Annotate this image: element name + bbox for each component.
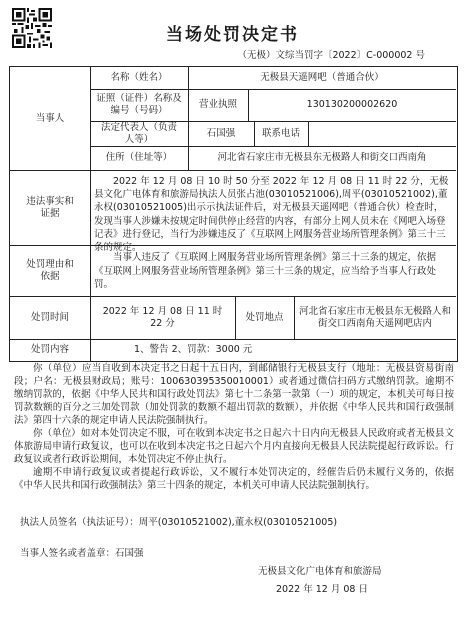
party-signature: 当事人签名或者盖章：石国强: [20, 548, 144, 559]
place-value: 河北省石家庄市无极县东无极路人和街交口西南角天遥网吧店内: [298, 305, 451, 329]
basis-text: 当事人违反了《互联网上网服务营业场所管理条例》第三十三条的规定，依据《互联网上网服务营业场所管理条例》第三十三条的规定，应当给予当事人行政处罚。: [94, 252, 437, 290]
facts-text: 2022 年 12 月 08 日 10 时 50 分至 2022 年 12 月 08 日 11 时 22 分，无极县文化广电体育和旅游局执法人员张占池(03010521006),周平(03010521002),董永权(03010521005)出示示执法证件后，对无极县天遥网吧（普通合伙）检查时，发现当事人涉嫌未按规定时间供停止经营的内容，有部分上网人员未在《网吧入场登记表》进行登记，当行为涉嫌违反了《互联网上网服务营业场所管理条例》第三十三条的规定。: [94, 176, 449, 254]
notes-section: [14, 362, 454, 492]
place-label: 处罚地点: [245, 311, 284, 323]
payment-notice: 你（单位）应当自收到本决定书之日起十五日内，到邮储银行无极县支行（地址：无极县资易街南段；户名：无极县财政局；账号：100630395350010001）或者通过微信扫码方式缴纳罚款。逾期不缴纳罚款的，依据《中华人民共和国行政处罚法》第七十二条第一款第（一）项的规定，本机关可每日按罚款数额的百分之三加处罚款（加处罚款的数额不超出罚款的数额），并依据《中华人民共和国行政强制法》第四十六条的规定申请人民法院强制执行。: [14, 363, 454, 426]
party-section-label: 当事人: [35, 112, 65, 124]
party-name: 无极县天遥网吧（普通合伙）: [260, 72, 384, 83]
issuing-agency: 无极县文化广电体育和旅游局: [258, 566, 382, 577]
license-number: 130130200002620: [306, 99, 398, 110]
license-label: 证照（证件）名称及编号（号码）: [96, 93, 182, 116]
address-label: 住所（住址等）: [105, 152, 173, 163]
content-value: 1、警告 2、罚款：3000 元: [134, 344, 253, 355]
time-value: 2022 年 12 月 08 日 11 时 22 分: [102, 305, 223, 329]
content-label: 处罚内容: [30, 344, 69, 355]
basis-label: 处罚理由和依据: [26, 258, 74, 282]
document-title: 当场处罚决定书: [166, 25, 299, 45]
phone-label: 联系电话: [261, 127, 300, 139]
decision-form-table: [9, 66, 458, 362]
officer-signatures: 执法人员签名（执法证号）：周平(03010521002),董永权(03010521005): [20, 517, 338, 528]
representative-label: 法定代表人（负责人等）: [100, 121, 177, 145]
time-label: 处罚时间: [30, 311, 69, 323]
representative-name: 石国强: [206, 127, 236, 139]
facts-label: 违法事实和证据: [26, 195, 74, 219]
phone-value: [308, 121, 456, 146]
issue-date: 2022 年 12 月 08 日: [276, 584, 368, 595]
name-label: 名称（姓名）: [110, 72, 168, 83]
license-name: 营业执照: [198, 99, 237, 110]
appeal-notice: 你（单位）如对本处罚决定不服，可在收到本决定书之日起六十日内向无极县人民政府或者无极县文体旅游局申请行政复议，也可以在收到本决定书之日起六个月内直接向无极县人民法院提起行政诉讼。行政复议或者行政诉讼期间，本处罚决定不停止执行。: [14, 428, 454, 465]
enforcement-notice: 逾期不申请行政复议或者提起行政诉讼，又不履行本处罚决定的，经催告后仍未履行义务的，依据《中华人民共和国行政强制法》第三十四条的规定，本机关可申请人民法院强制执行。: [14, 467, 454, 491]
address-value: 河北省石家庄市无极县东无极路人和街交口西南角: [217, 152, 427, 163]
document-number: （无极）文综当罚字〔2022〕C-000002 号: [237, 50, 425, 61]
